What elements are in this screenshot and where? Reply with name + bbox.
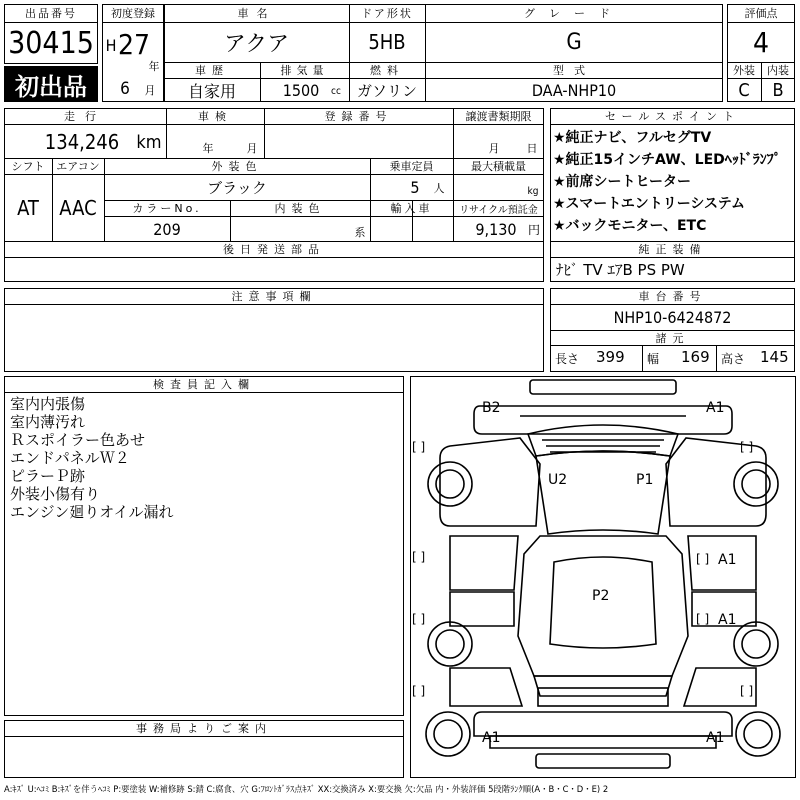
- registration-month: 6: [120, 79, 130, 99]
- later-parts-header: 後日発送部品: [223, 243, 325, 256]
- damage-label-p1: P1: [636, 472, 654, 488]
- tire-bracket: [ ]: [412, 612, 426, 626]
- model-header: 型式: [553, 64, 595, 77]
- dimensions-header: 諸元: [655, 331, 690, 345]
- tire-bracket: [ ]: [412, 550, 426, 564]
- office-header: 事務局よりご案内: [136, 722, 272, 735]
- sales-points-list: [553, 127, 793, 237]
- damage-label-a1-rear-right: A1: [706, 730, 725, 746]
- era: H: [105, 35, 117, 55]
- max-load-header: 最大積載量: [471, 160, 526, 173]
- recycle-header: リサイクル預託金: [459, 204, 538, 216]
- score: 4: [752, 25, 770, 59]
- damage-legend: A:ｷｽﾞ U:ﾍｺﾐ B:ｷｽﾞを伴うﾍｺﾐ P:要塗装 W:補修跡 S:錆 C:腐食、穴 G:ﾌﾛﾝﾄｶﾞﾗｽ点ｷｽﾞ XX:交換済み X:要交換 欠:欠品 内・外装評価 5段階ﾗﾝｸ順(A・B・C・D・E) 2: [4, 784, 609, 794]
- fuel: ガソリン: [356, 82, 417, 100]
- inspector-note: Ｒスポイラー色あせ: [10, 431, 146, 449]
- damage-label-p2: P2: [592, 588, 610, 604]
- exterior-header: 外装: [733, 64, 755, 77]
- aircon: AAC: [59, 196, 97, 220]
- inspector-note: 外装小傷有り: [10, 485, 101, 503]
- equipment-value: ﾅﾋﾞ TV ｴｱB PS PW: [556, 261, 685, 279]
- model-code: DAA-NHP10: [531, 81, 617, 100]
- interior-color-header: 内装色: [274, 202, 326, 215]
- tire-bracket: [ ]: [412, 440, 426, 454]
- equipment-header: 純正装備: [638, 243, 707, 256]
- mileage-header: 走行: [64, 110, 106, 123]
- shift: AT: [17, 196, 39, 220]
- displacement-header: 排気量: [280, 64, 329, 77]
- damage-label-a1-rear-left: A1: [482, 730, 501, 746]
- chassis-number: NHP10-6424872: [613, 308, 732, 327]
- capacity-unit: 人: [433, 182, 445, 195]
- sales-point-item: ★純正15インチAW、LEDﾍｯﾄﾞﾗﾝﾌﾟ: [553, 152, 781, 168]
- door-type: 5HB: [368, 30, 406, 54]
- exterior-color-header: 外装色: [211, 160, 263, 173]
- import-header: 輸入車: [390, 202, 433, 215]
- recycle-fee: 9,130: [475, 219, 517, 239]
- damage-label-a1-right-front: A1: [718, 552, 737, 568]
- inspector-note: エンドパネルＷ２: [10, 449, 130, 467]
- damage-label-a1-front: A1: [706, 400, 725, 416]
- inspector-note: ピラーＰ跡: [10, 467, 86, 485]
- chassis-header: 車台番号: [638, 290, 707, 303]
- width-label: 幅: [647, 352, 660, 366]
- transfer-deadline-header: 譲渡書類期限: [465, 110, 532, 123]
- inspector-header: 検査員記入欄: [153, 378, 255, 391]
- tire-bracket: [ ]: [696, 552, 710, 566]
- inspection-header: 車検: [198, 110, 232, 123]
- first-listing-badge: 初出品: [4, 66, 98, 102]
- height-label: 高さ: [721, 352, 746, 366]
- length-label: 長さ: [555, 352, 580, 366]
- length-value: 399: [596, 348, 625, 366]
- inspector-note: 室内薄汚れ: [10, 413, 86, 431]
- aircon-header: エアコン: [56, 160, 100, 173]
- transfer-month-unit: 月: [488, 142, 500, 155]
- mileage: 134,246: [44, 130, 120, 154]
- caution-header: 注意事項欄: [231, 290, 317, 303]
- car-diagram: [410, 376, 796, 778]
- damage-label-a1-right-rear: A1: [718, 612, 737, 628]
- displacement: 1500: [282, 81, 320, 100]
- inspector-note: 室内内張傷: [10, 395, 86, 413]
- interior-color-unit: 系: [354, 226, 366, 239]
- grade: G: [566, 29, 582, 55]
- color-number: 209: [153, 219, 181, 239]
- door-header: ドア形状: [361, 7, 413, 20]
- sales-points-header: セールスポイント: [604, 110, 740, 123]
- tire-bracket: [ ]: [696, 612, 710, 626]
- history: 自家用: [187, 82, 236, 101]
- damage-label-b2: B2: [482, 400, 501, 416]
- tire-bracket: [ ]: [740, 684, 754, 698]
- mileage-unit: km: [136, 131, 162, 153]
- fuel-header: 燃料: [370, 64, 404, 77]
- grade-header: グレード: [524, 7, 624, 20]
- registration-number-header: 登録番号: [324, 110, 393, 123]
- max-load-unit: kg: [527, 185, 539, 197]
- sales-point-item: ★スマートエントリーシステム: [553, 196, 746, 212]
- lot-number: 30415: [8, 25, 94, 61]
- inspection-year-unit: 年: [202, 142, 214, 155]
- exterior-grade: C: [738, 80, 750, 101]
- recycle-unit: 円: [527, 222, 540, 237]
- lot-header: 出品番号: [25, 7, 77, 20]
- transfer-day-unit: 日: [526, 142, 538, 155]
- shift-header: シフト: [11, 160, 45, 173]
- tire-bracket: [ ]: [412, 684, 426, 698]
- car-name: アクア: [223, 31, 290, 57]
- score-header: 評価点: [744, 7, 778, 20]
- inspector-note: エンジン廻りオイル漏れ: [10, 503, 174, 521]
- inspection-month-unit: 月: [246, 142, 258, 155]
- tire-bracket: [ ]: [740, 440, 754, 454]
- exterior-color: ブラック: [207, 179, 267, 197]
- interior-header: 内装: [767, 64, 789, 77]
- height-value: 145: [760, 348, 789, 366]
- capacity: 5: [410, 178, 420, 197]
- car-name-header: 車名: [237, 7, 276, 20]
- sales-point-item: ★純正ナビ、フルセグTV: [553, 130, 712, 146]
- sales-point-item: ★バックモニター、ETC: [553, 218, 707, 234]
- color-number-header: カラーNo.: [132, 202, 202, 215]
- registration-year: 27: [117, 27, 151, 61]
- displacement-unit: cc: [331, 85, 341, 97]
- month-unit: 月: [144, 84, 156, 97]
- capacity-header: 乗車定員: [389, 160, 434, 173]
- history-header: 車歴: [195, 64, 229, 77]
- first-registration-header: 初度登録: [111, 7, 155, 20]
- interior-grade: B: [772, 80, 784, 101]
- year-unit: 年: [148, 60, 160, 73]
- sales-point-item: ★前席シートヒーター: [553, 174, 691, 190]
- inspector-notes: [10, 395, 400, 521]
- damage-label-u2: U2: [548, 472, 568, 488]
- width-value: 169: [681, 348, 710, 366]
